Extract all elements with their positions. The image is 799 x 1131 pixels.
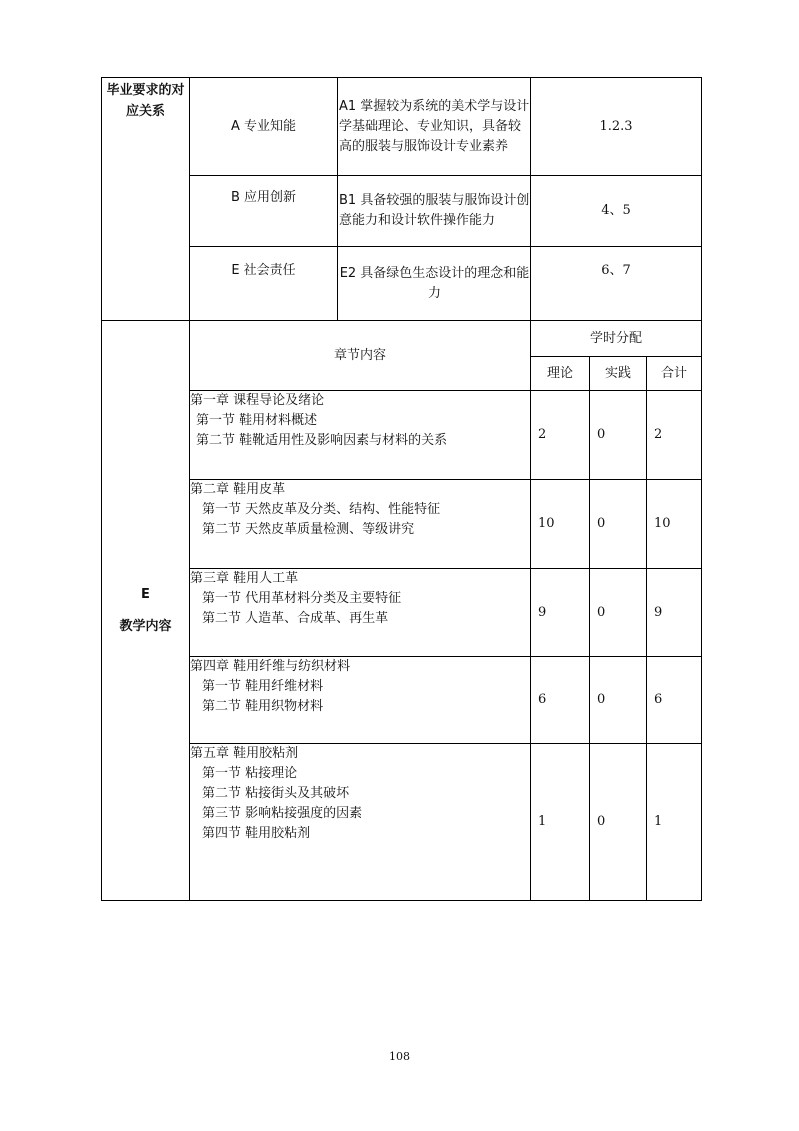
requirement-text: A1 掌握较为系统的美术学与设计学基础理论、专业知识，具备较高的服装与服饰设计专业素养 (338, 78, 531, 176)
teaching-section-title: 教学内容 (119, 618, 172, 634)
total-hours: 2 (647, 391, 702, 480)
chapter-section: 第二节 天然皮革质量检测、等级讲究 (202, 522, 415, 537)
practice-hours: 0 (590, 480, 647, 569)
chapter-title: 第四章 鞋用纤维与纺织材料 (190, 659, 351, 674)
chapter-section: 第二节 粘接街头及其破坏 (202, 786, 350, 801)
chapter-section: 第一节 代用革材料分类及主要特征 (202, 591, 402, 606)
teaching-section-label (102, 321, 190, 901)
chapter-section: 第一节 粘接理论 (202, 766, 298, 781)
theory-header: 理论 (531, 357, 590, 391)
chapter-row (102, 744, 702, 901)
requirement-category: B 应用创新 (190, 176, 338, 247)
total-hours: 9 (647, 569, 702, 657)
theory-hours: 6 (531, 657, 590, 744)
requirement-category: A 专业知能 (190, 78, 338, 176)
practice-header: 实践 (590, 357, 647, 391)
total-hours: 6 (647, 657, 702, 744)
total-hours: 10 (647, 480, 702, 569)
chapter-title: 第二章 鞋用皮革 (190, 482, 286, 497)
chapter-section: 第一节 鞋用材料概述 (196, 413, 318, 428)
theory-hours: 2 (531, 391, 590, 480)
requirements-section-label: 毕业要求的对应关系 (102, 78, 190, 321)
theory-hours: 9 (531, 569, 590, 657)
chapter-section: 第一节 天然皮革及分类、结构、性能特征 (202, 502, 441, 517)
practice-hours: 0 (590, 391, 647, 480)
requirement-ids: 1.2.3 (531, 78, 702, 176)
course-table (101, 77, 702, 901)
chapter-section: 第一节 鞋用纤维材料 (202, 679, 324, 694)
chapter-content (190, 569, 531, 657)
practice-hours: 0 (590, 569, 647, 657)
chapter-row (102, 480, 702, 569)
requirement-text: E2 具备绿色生态设计的理念和能力 (338, 247, 531, 321)
chapter-title: 第五章 鞋用胶粘剂 (190, 746, 299, 761)
chapter-title: 第一章 课程导论及绪论 (190, 393, 325, 408)
requirement-ids: 4、5 (531, 176, 702, 247)
practice-hours: 0 (590, 657, 647, 744)
requirement-text: B1 具备较强的服装与服饰设计创意能力和设计软件操作能力 (338, 176, 531, 247)
requirement-row (102, 78, 702, 176)
requirement-category: E 社会责任 (190, 247, 338, 321)
chapter-row (102, 569, 702, 657)
theory-hours: 10 (531, 480, 590, 569)
chapter-section: 第二节 人造革、合成革、再生革 (202, 611, 389, 626)
chapter-section: 第四节 鞋用胶粘剂 (202, 826, 311, 841)
hours-column-header: 学时分配 (531, 321, 702, 357)
practice-hours: 0 (590, 744, 647, 901)
chapter-section: 第二节 鞋用织物材料 (202, 699, 324, 714)
chapter-row (102, 657, 702, 744)
requirement-row (102, 176, 702, 247)
chapter-content (190, 391, 531, 480)
total-header: 合计 (647, 357, 702, 391)
total-hours: 1 (647, 744, 702, 901)
chapter-column-header: 章节内容 (190, 321, 531, 391)
requirement-row (102, 247, 702, 321)
theory-hours: 1 (531, 744, 590, 901)
chapter-title: 第三章 鞋用人工革 (190, 571, 299, 586)
chapter-section: 第三节 影响粘接强度的因素 (202, 806, 363, 821)
page-number: 108 (389, 1050, 410, 1063)
chapter-row (102, 391, 702, 480)
teaching-section-letter: E (141, 586, 150, 602)
chapter-section: 第二节 鞋靴适用性及影响因素与材料的关系 (196, 433, 448, 448)
requirement-ids: 6、7 (531, 247, 702, 321)
chapter-content (190, 744, 531, 901)
chapter-content (190, 657, 531, 744)
content-header-row (102, 321, 702, 357)
chapter-content (190, 480, 531, 569)
